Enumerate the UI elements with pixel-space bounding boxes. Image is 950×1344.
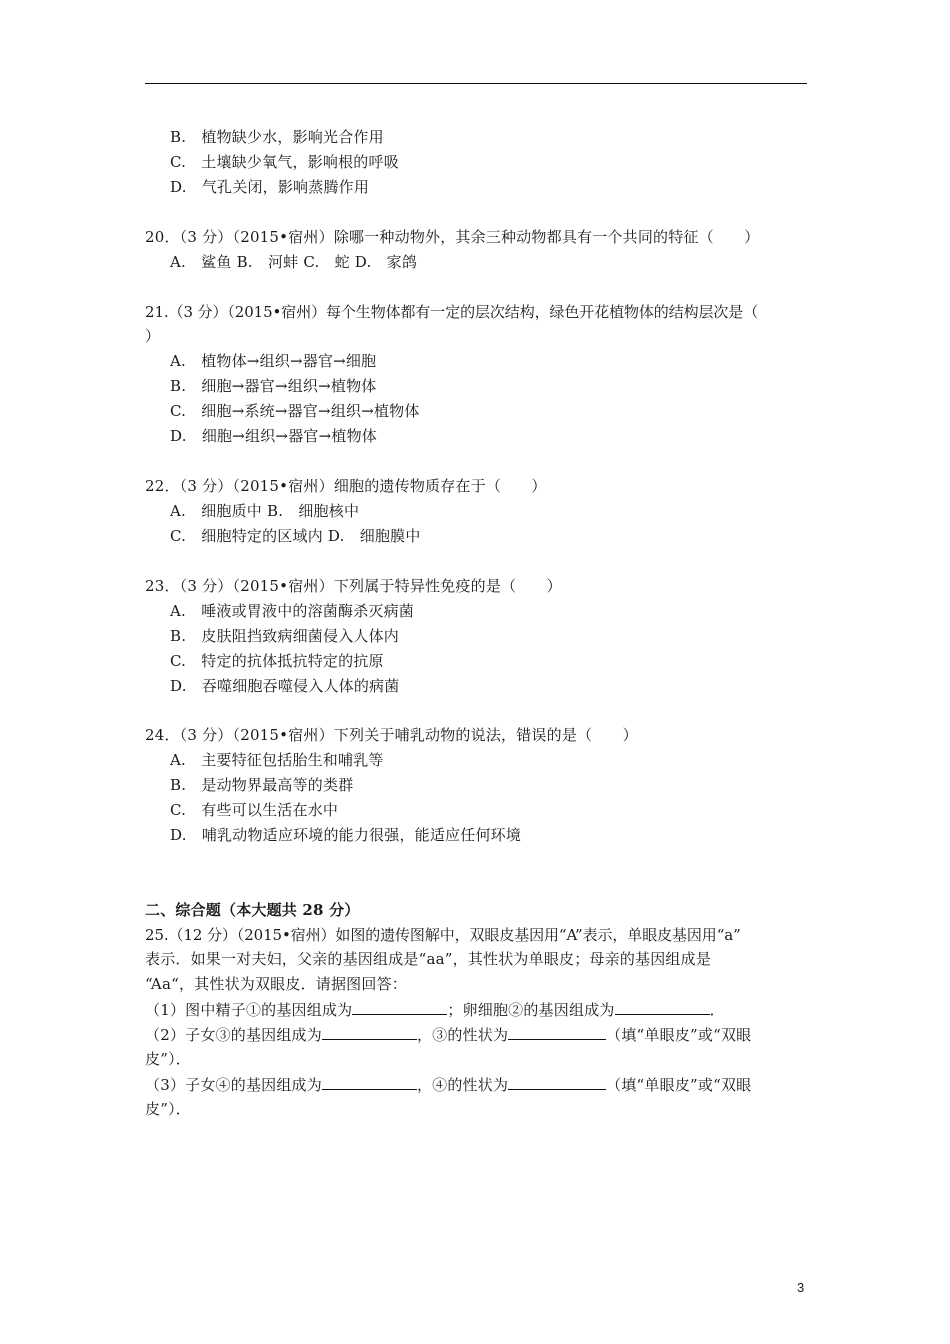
- q25-part2-text-a: （2）子女③的基因组成为: [145, 1026, 322, 1044]
- q21-option-b: B. 细胞→器官→组织→植物体: [170, 377, 377, 395]
- q25-blank-child4-genotype[interactable]: [322, 1074, 417, 1090]
- q25-part3-text-c: （填“单眼皮”或“双眼: [606, 1076, 752, 1094]
- q22-stem: 22．（3 分）（2015•宿州）细胞的遗传物质存在于（ ）: [145, 477, 547, 495]
- q22-options-ab: A. 细胞质中 B. 细胞核中: [170, 502, 360, 520]
- q25-part3: [145, 1074, 751, 1095]
- q25-part2: [145, 1024, 751, 1045]
- q22-options-cd: C. 细胞特定的区域内 D. 细胞膜中: [170, 527, 421, 545]
- q19-option-d: D. 气孔关闭，影响蒸腾作用: [170, 178, 370, 196]
- q19-option-c: C. 土壤缺少氧气，影响根的呼吸: [170, 153, 399, 171]
- q25-part3-text-a: （3）子女④的基因组成为: [145, 1076, 322, 1094]
- q25-blank-child3-trait[interactable]: [508, 1024, 606, 1040]
- q25-blank-child3-genotype[interactable]: [322, 1024, 417, 1040]
- q25-part1: [145, 999, 725, 1020]
- q24-option-b: B. 是动物界最高等的类群: [170, 776, 354, 794]
- q24-option-d: D. 哺乳动物适应环境的能力很强，能适应任何环境: [170, 826, 522, 844]
- q25-stem-line3: “Aa“，其性状为双眼皮．请据图回答：: [145, 975, 407, 993]
- q25-stem-line2: 表示．如果一对夫妇，父亲的基因组成是“aa”，其性状为单眼皮；母亲的基因组成是: [145, 950, 712, 968]
- q21-stem-line2: ）: [145, 327, 161, 345]
- q24-option-a: A. 主要特征包括胎生和哺乳等: [170, 751, 384, 769]
- q25-stem-line1: 25.（12 分）（2015•宿州）如图的遗传图解中，双眼皮基因用“A”表示，单眼皮基因用“a”: [145, 926, 741, 944]
- page-number: 3: [797, 1280, 805, 1295]
- q23-stem: 23．（3 分）（2015•宿州）下列属于特异性免疫的是（ ）: [145, 577, 562, 595]
- q25-part2-text-b: ，③的性状为: [416, 1026, 509, 1044]
- q20-options: A. 鲨鱼 B. 河蚌 C. 蛇 D. 家鸽: [170, 253, 418, 271]
- q24-stem: 24．（3 分）（2015•宿州）下列关于哺乳动物的说法，错误的是（ ）: [145, 726, 638, 744]
- q23-option-b: B. 皮肤阻挡致病细菌侵入人体内: [170, 627, 399, 645]
- q25-part3-text-b: ，④的性状为: [416, 1076, 509, 1094]
- q24-option-c: C. 有些可以生活在水中: [170, 801, 339, 819]
- header-rule: [145, 83, 807, 84]
- q25-blank-child4-trait[interactable]: [508, 1074, 606, 1090]
- q25-part1-text-b: ；卵细胞②的基因组成为: [447, 1001, 615, 1019]
- q25-part3-cont: 皮”）．: [145, 1100, 191, 1118]
- q20-stem: 20．（3 分）（2015•宿州）除哪一种动物外，其余三种动物都具有一个共同的特征（ ）: [145, 228, 760, 246]
- q21-option-c: C. 细胞→系统→器官→组织→植物体: [170, 402, 420, 420]
- q25-part2-cont: 皮”）．: [145, 1050, 191, 1068]
- q25-part1-text-c: ．: [709, 1001, 725, 1019]
- q23-option-c: C. 特定的抗体抵抗特定的抗原: [170, 652, 384, 670]
- q23-option-a: A. 唾液或胃液中的溶菌酶杀灭病菌: [170, 602, 415, 620]
- q25-blank-sperm-genotype[interactable]: [352, 999, 447, 1015]
- q25-part2-text-c: （填“单眼皮”或“双眼: [606, 1026, 752, 1044]
- section-heading: 二、综合题（本大题共 28 分）: [145, 901, 360, 919]
- q21-stem-line1: 21.（3 分）（2015•宿州）每个生物体都有一定的层次结构，绿色开花植物体的结构层次是（: [145, 303, 759, 321]
- q23-option-d: D. 吞噬细胞吞噬侵入人体的病菌: [170, 677, 400, 695]
- q25-part1-text-a: （1）图中精子①的基因组成为: [145, 1001, 353, 1019]
- q21-option-a: A. 植物体→组织→器官→细胞: [170, 352, 377, 370]
- q25-blank-egg-genotype[interactable]: [615, 999, 710, 1015]
- q19-option-b: B. 植物缺少水，影响光合作用: [170, 128, 384, 146]
- q21-option-d: D. 细胞→组织→器官→植物体: [170, 427, 377, 445]
